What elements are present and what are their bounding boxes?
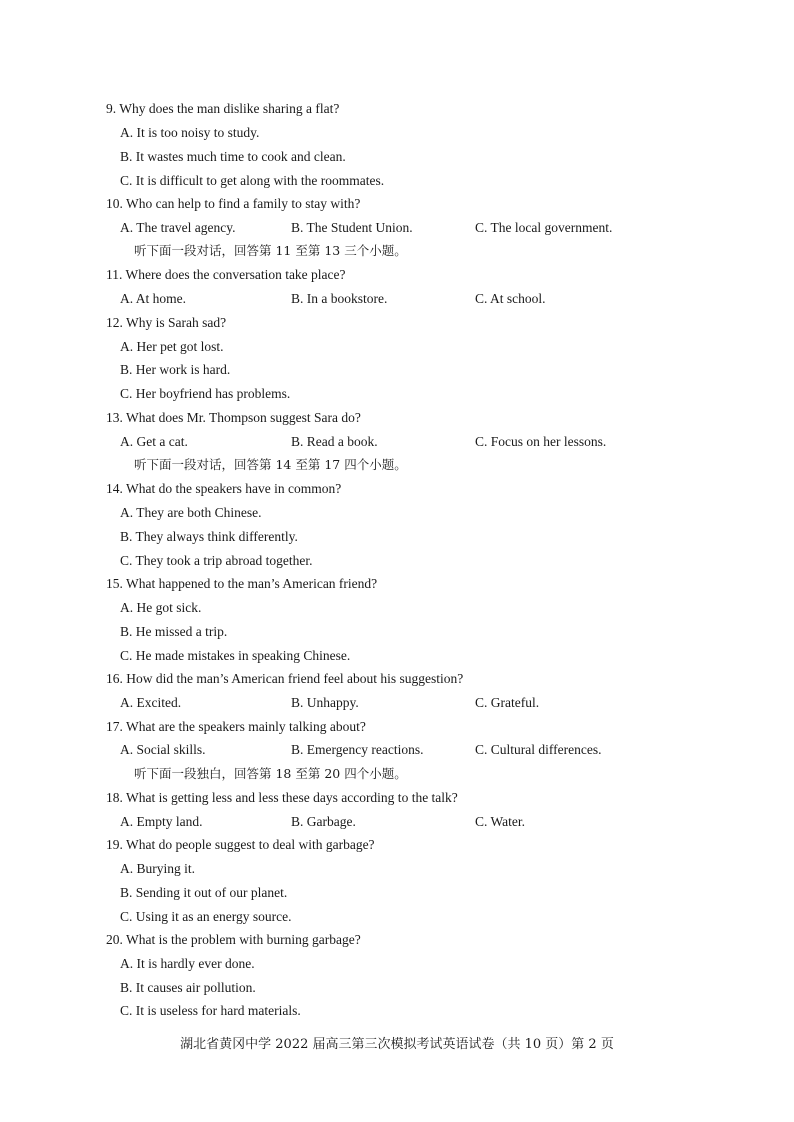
question-11-stem: 11. Where does the conversation take place? <box>106 267 346 282</box>
question-13-option-b: B. Read a book. <box>291 434 378 449</box>
question-10-stem: 10. Who can help to find a family to stay with? <box>106 196 361 211</box>
question-11-option-a: A. At home. <box>120 291 186 306</box>
question-18-option-a: A. Empty land. <box>120 814 203 829</box>
question-18-stem: 18. What is getting less and less these days according to the talk? <box>106 790 458 805</box>
question-13-stem: 13. What does Mr. Thompson suggest Sara do? <box>106 410 361 425</box>
question-17-option-a: A. Social skills. <box>120 742 206 757</box>
question-16-option-b: B. Unhappy. <box>291 695 359 710</box>
question-10-option-a: A. The travel agency. <box>120 220 236 235</box>
question-18-option-c: C. Water. <box>475 814 526 829</box>
question-10-option-c: C. The local government. <box>475 220 613 235</box>
question-14-option-b: B. They always think differently. <box>120 529 298 544</box>
question-12-stem: 12. Why is Sarah sad? <box>106 315 227 330</box>
question-9-option-b: B. It wastes much time to cook and clean. <box>120 149 346 164</box>
page-footer: 湖北省黄冈中学 2022 届高三第三次模拟考试英语试卷（共 10 页）第 2 页 <box>180 1037 614 1052</box>
question-14-option-c: C. They took a trip abroad together. <box>120 553 313 568</box>
question-12-option-a: A. Her pet got lost. <box>120 339 224 354</box>
question-10-option-b: B. The Student Union. <box>291 220 413 235</box>
question-20-option-b: B. It causes air pollution. <box>120 980 256 995</box>
question-15-option-b: B. He missed a trip. <box>120 624 228 639</box>
question-11-option-c: C. At school. <box>475 291 546 306</box>
question-16-option-a: A. Excited. <box>120 695 182 710</box>
question-11-option-b: B. In a bookstore. <box>291 291 388 306</box>
question-15-option-a: A. He got sick. <box>120 600 202 615</box>
question-16-stem: 16. How did the man’s American friend feel about his suggestion? <box>106 671 464 686</box>
question-17-option-c: C. Cultural differences. <box>475 742 602 757</box>
question-12-option-b: B. Her work is hard. <box>120 362 231 377</box>
question-15-option-c: C. He made mistakes in speaking Chinese. <box>120 648 351 663</box>
question-17-option-b: B. Emergency reactions. <box>291 742 424 757</box>
question-20-stem: 20. What is the problem with burning garbage? <box>106 932 361 947</box>
question-19-option-a: A. Burying it. <box>120 861 196 876</box>
question-16-option-c: C. Grateful. <box>475 695 540 710</box>
question-17-stem: 17. What are the speakers mainly talking about? <box>106 719 366 734</box>
question-14-option-a: A. They are both Chinese. <box>120 505 262 520</box>
section-instruction-2: 听下面一段对话，回答第 14 至第 17 四个小题。 <box>134 457 407 472</box>
question-19-stem: 19. What do people suggest to deal with garbage? <box>106 837 375 852</box>
question-9-option-c: C. It is difficult to get along with the roommates. <box>120 173 385 188</box>
question-9-option-a: A. It is too noisy to study. <box>120 125 260 140</box>
question-20-option-c: C. It is useless for hard materials. <box>120 1003 301 1018</box>
question-18-option-b: B. Garbage. <box>291 814 356 829</box>
question-19-option-c: C. Using it as an energy source. <box>120 909 292 924</box>
question-20-option-a: A. It is hardly ever done. <box>120 956 255 971</box>
question-15-stem: 15. What happened to the man’s American friend? <box>106 576 378 591</box>
question-9-stem: 9. Why does the man dislike sharing a flat? <box>106 101 340 116</box>
question-13-option-c: C. Focus on her lessons. <box>475 434 607 449</box>
question-19-option-b: B. Sending it out of our planet. <box>120 885 288 900</box>
section-instruction-1: 听下面一段对话，回答第 11 至第 13 三个小题。 <box>134 243 407 258</box>
question-12-option-c: C. Her boyfriend has problems. <box>120 386 291 401</box>
section-instruction-3: 听下面一段独白，回答第 18 至第 20 四个小题。 <box>134 766 407 781</box>
question-13-option-a: A. Get a cat. <box>120 434 188 449</box>
question-14-stem: 14. What do the speakers have in common? <box>106 481 342 496</box>
